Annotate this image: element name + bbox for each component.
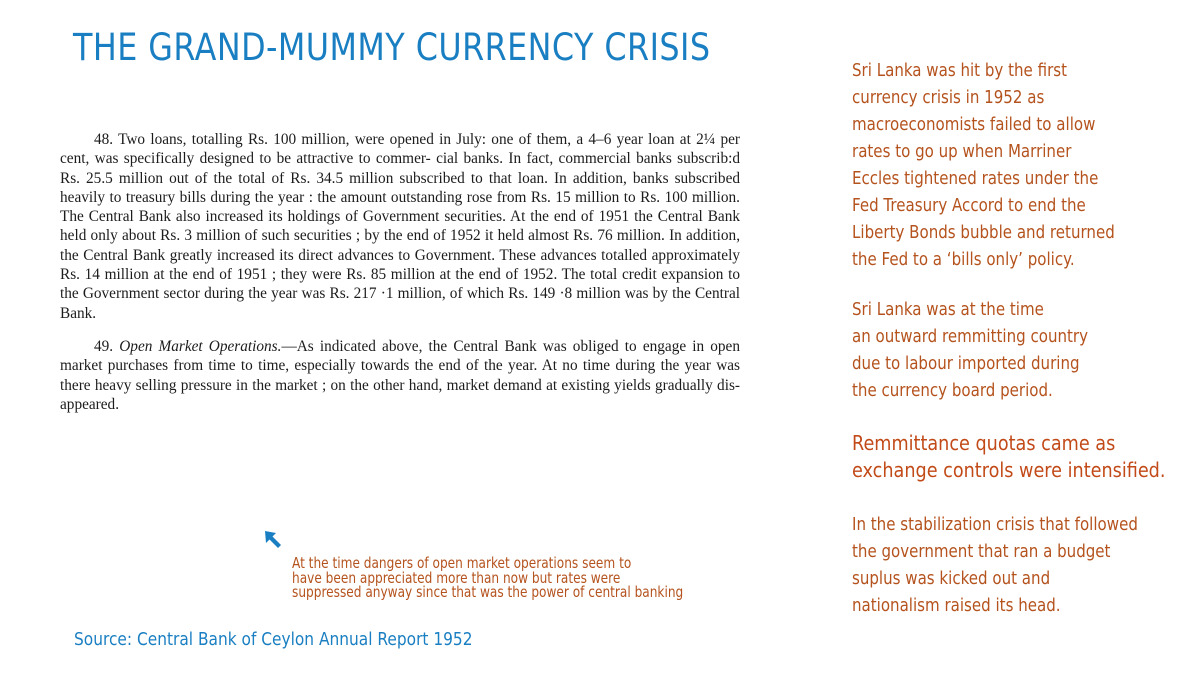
sidebar-block-first-crisis [852,58,1115,274]
scan-line: sector during the year was Rs. 217 ·1 million, of which Rs. 149 ·8 million was by [163,285,668,303]
scan-line: —As indicated above, the Central Bank was [281,337,567,355]
scan-line: 4–6 year loan at 2¼ per cent, was specifically designed to be attractive to commer- [60,131,741,168]
scanned-report-excerpt [60,130,740,414]
sidebar-line: Fed Treasury Accord to end the [852,196,1086,216]
sidebar-line: Liberty Bonds bubble and returned [852,223,1115,243]
sidebar-line: In the stabilization crisis that followed [852,515,1138,535]
sidebar-line: Sri Lanka was hit by the first [852,61,1068,81]
page-title: THE GRAND-MUMMY CURRENCY CRISIS [73,26,711,69]
annotation-line: At the time dangers of open market operations seem to [292,554,632,572]
sidebar-line: the government that ran a budget [852,542,1111,562]
arrow-up-left-icon [262,528,284,550]
annotation-line: suppressed anyway since that was the power of central banking [292,583,684,601]
paragraph-49 [60,337,740,414]
sidebar-line: nationalism raised its head. [852,596,1061,616]
sidebar-line: Eccles tightened rates under the [852,169,1099,189]
paragraph-number: 49. [94,337,114,355]
sidebar-line: the Fed to a ‘bills only’ policy. [852,250,1075,270]
section-heading: Open Market Operations. [119,337,282,355]
scan-line: advances totalled approximately Rs. 14 million at the end of 1951 ; they were [60,246,740,284]
scan-line: the Central Bank greatly increased its direct advances to Government. These [60,246,536,264]
scan-line: obliged to engage in open market purchases from time to time, especially towards [60,337,740,375]
scan-line: the Central Bank. [60,285,740,322]
scan-line: the end of the year. At no time during the year was there heavy selling pressure [60,357,740,394]
scan-line: Rs. 85 million at the end of 1952. The total credit expansion to the Government [60,266,741,303]
scan-line: such securities ; by the end of 1952 it held almost Rs. 76 million. In addition, [261,227,741,245]
sidebar-block-remitting [852,297,1088,405]
scan-line: in the market ; on the other hand, market demand at existing yields gradually dis- [236,376,740,394]
sidebar-line: currency crisis in 1952 as [852,88,1045,108]
scan-line: cial banks. In fact, commercial banks subscrib:d Rs. 25.5 million out of the total [60,150,740,187]
sidebar-line: Remmittance quotas came as [852,431,1116,455]
scan-line: of Rs. 34.5 million subscribed to that loan. In addition, banks subscribed heavily [60,169,741,206]
sidebar-line: rates to go up when Marriner [852,142,1072,162]
scan-line: appeared. [60,395,120,413]
sidebar-line: due to labour imported during [852,354,1080,374]
paragraph-48 [60,130,740,323]
sidebar-line: the currency board period. [852,381,1053,401]
sidebar-line: macroeconomists failed to allow [852,115,1096,135]
scan-line: securities. At the end of 1951 the Central Bank held only about Rs. 3 million of [60,208,741,245]
scan-line: 48. Two loans, totalling Rs. 100 million, were opened in July: one of them, a [94,131,584,148]
sidebar-line: suplus was kicked out and [852,569,1051,589]
scan-line: to treasury bills during the year : the amount outstanding rose from Rs. 15 million [109,188,620,206]
sidebar-line: Sri Lanka was at the time [852,300,1044,320]
annotation-note [292,556,683,600]
source-citation: Source: Central Bank of Ceylon Annual Report 1952 [74,630,473,650]
annotation-line: have been appreciated more than now but rates were [292,568,621,587]
sidebar-block-quotas [852,430,1165,484]
sidebar-line: exchange controls were intensified. [852,458,1166,482]
sidebar-line: an outward remmitting country [852,327,1089,347]
sidebar-block-stabilization [852,512,1138,620]
scan-line: to Rs. 100 million. The Central Bank also increased its holdings of Government [60,188,741,226]
